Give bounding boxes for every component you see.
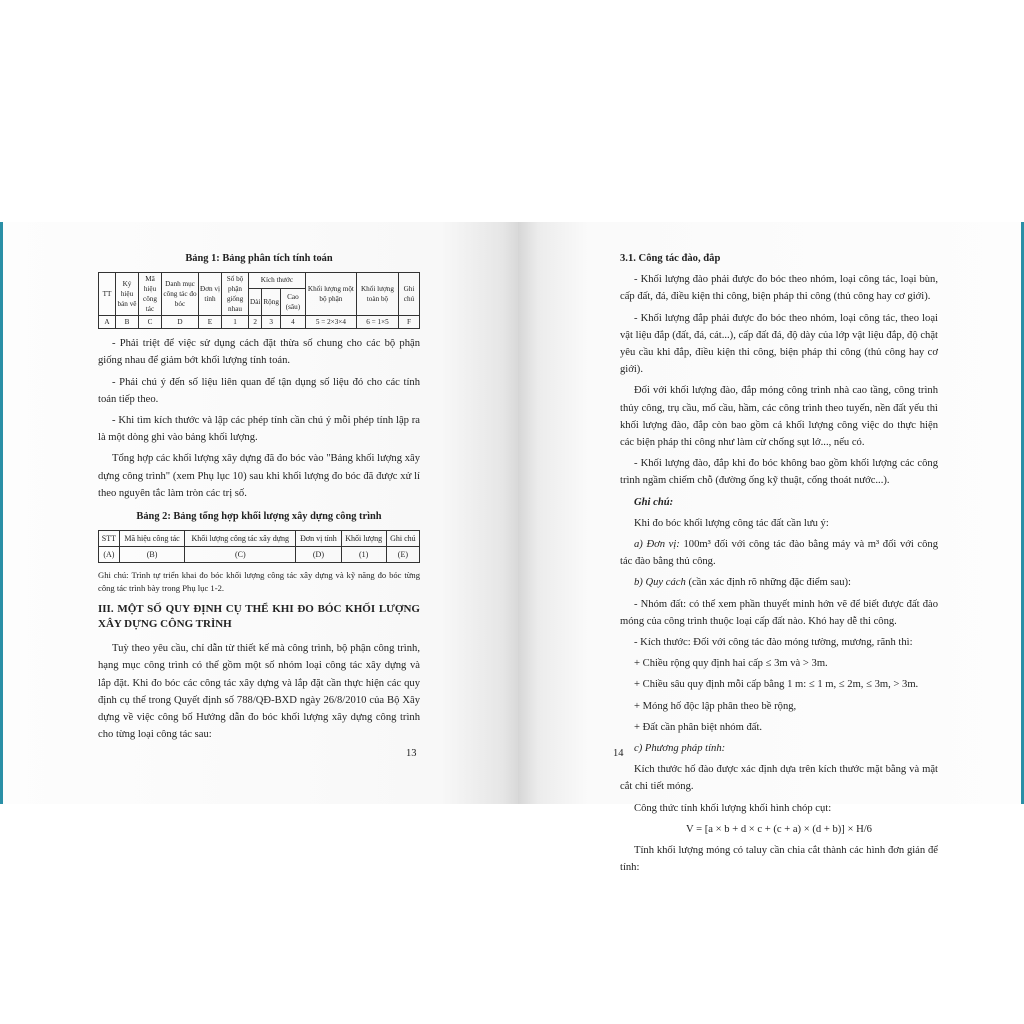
- item-b-label: b) Quy cách: [634, 577, 686, 589]
- table1-header-ky-hieu: Ký hiệu bản vẽ: [116, 273, 139, 316]
- table1-cell: 5 = 2×3×4: [305, 316, 356, 329]
- table2-row: [99, 547, 420, 563]
- table2-header: Khối lượng công tác xây dựng: [185, 531, 296, 547]
- table2-cell: (C): [185, 547, 296, 563]
- table1-header-so-bo-phan: Số bộ phận giống nhau: [222, 273, 249, 316]
- paragraph: Tính khối lượng móng có taluy cần chia cắt thành các hình đơn giản để tính:: [620, 845, 938, 874]
- table2-cell: (A): [99, 547, 120, 563]
- table1-header-ghi-chu: Ghi chú: [399, 273, 420, 316]
- table1-header-ma-hieu: Mã hiệu công tác: [139, 273, 162, 316]
- open-book: [3, 222, 1021, 874]
- paragraph: + Đất cần phân biệt nhóm đất.: [634, 721, 763, 733]
- paragraph: Công thức tính khối lượng khối hình chóp cụt:: [634, 802, 832, 814]
- table1-header-cao: Cao (sâu): [280, 288, 305, 315]
- table1-header-don-vi: Đơn vị tính: [199, 273, 222, 316]
- table1-header-tt: TT: [99, 273, 116, 316]
- table2-header: Mã hiệu công tác: [119, 531, 184, 547]
- item-a: [620, 536, 938, 570]
- table1-cell: F: [399, 316, 420, 329]
- left-page-content: [98, 250, 420, 747]
- table1-header-kl-mot: Khối lượng một bộ phận: [305, 273, 356, 316]
- table1-header-danh-muc: Danh mục công tác đo bóc: [162, 273, 199, 316]
- table2: [98, 530, 420, 563]
- table1-cell: 6 = 1×5: [356, 316, 398, 329]
- note-heading: Ghi chú:: [634, 496, 674, 508]
- table1-header-rong: Rộng: [262, 288, 281, 315]
- subsection-heading: 3.1. Công tác đào, đắp: [620, 253, 721, 264]
- paragraph: - Khi tìm kích thước và lập các phép tính cần chú ý mỗi phép tính lập ra là một dòng ghi vào bảng khối lượng.: [98, 415, 420, 444]
- right-page: [518, 222, 1021, 874]
- table1-cell: C: [139, 316, 162, 329]
- table2-cell: (B): [119, 547, 184, 563]
- item-b-text: (cần xác định rõ những đặc điểm sau):: [688, 577, 851, 589]
- item-a-label: a) Đơn vị:: [634, 539, 680, 551]
- table2-cell: (E): [386, 547, 419, 563]
- table2-header: Ghi chú: [386, 531, 419, 547]
- table2-header: Khối lượng: [341, 531, 386, 547]
- table1-cell: 2: [249, 316, 262, 329]
- page-number: 13: [406, 748, 417, 759]
- item-a-text: 100m³ đối với công tác đào bằng máy và m³ đối với công tác đào bằng thủ công.: [620, 539, 939, 568]
- item-b: [620, 574, 938, 591]
- note: [98, 569, 420, 594]
- paragraph: Tuỳ theo yêu cầu, chỉ dẫn từ thiết kế mà công trình, bộ phận công trình, hạng mục công trình có thể gồm một số nhóm loại công tác xây dựng và lắp đặt. Khi đo bóc các công tác xây dựng và lắp đặt cần thực hiện các quy định cụ thể trong Quyết định số 788/QĐ-BXD ngày 26/8/2010 của Bộ Xây dựng về việc công bố Hướng dẫn đo bóc khối lượng xây dựng công trình cho từng loại công tác sau:: [98, 643, 420, 741]
- paragraph: - Khối lượng đào phải được đo bóc theo nhóm, loại công tác, loại bùn, cấp đất, đá, điều kiện thi công, biện pháp thi công (thủ công hay cơ giới).: [620, 274, 938, 303]
- paragraph: + Móng hố độc lập phân theo bề rộng,: [634, 700, 797, 712]
- item-c-label: c) Phương pháp tính:: [634, 743, 726, 755]
- table1-header-kl-toan: Khối lượng toàn bộ: [356, 273, 398, 316]
- table2-title: Bảng 2: Bảng tổng hợp khối lượng xây dựng công trình: [136, 511, 382, 523]
- left-page: [3, 222, 518, 804]
- paragraph: Kích thước hố đào được xác định dựa trên kích thước mặt bằng và mặt cắt chi tiết móng.: [620, 764, 938, 793]
- right-page-content: [620, 250, 938, 881]
- table1-cell: E: [199, 316, 222, 329]
- table1-title: Bảng 1: Bảng phân tích tính toán: [185, 253, 333, 264]
- table1-cell: 3: [262, 316, 281, 329]
- paragraph: Khi đo bóc khối lượng công tác đất cần lưu ý:: [634, 517, 829, 529]
- paragraph: - Kích thước: Đối với công tác đào móng tường, mương, rãnh thì:: [634, 637, 913, 649]
- paragraph: Đối với khối lượng đào, đắp móng công trình nhà cao tầng, công trình thủy công, trụ cầu, mố cầu, hầm, các công trình theo tuyến, nền đất yếu thì khối lượng đào, đắp còn bao gồm cả khối lượng công việc do thực hiện các biện pháp thi công như làm cừ chống sụt lở..., nếu có.: [620, 385, 938, 449]
- paragraph: - Khối lượng đắp phải được đo bóc theo nhóm, loại công tác, theo loại vật liệu đắp (đất, đá, cát...), cấp đất đá, độ dày của lớp vật liệu đắp, độ chặt yêu cầu khi đắp, điều kiện thi công, biện pháp thi công (thủ công hay cơ giới).: [620, 312, 938, 376]
- table1-cell: A: [99, 316, 116, 329]
- paragraph: - Phải chú ý đến số liệu liên quan để tận dụng số liệu đó cho các tính toán tiếp theo.: [98, 376, 420, 405]
- table1-cell: D: [162, 316, 199, 329]
- paragraph: - Khối lượng đào, đắp khi đo bóc không bao gồm khối lượng các công trình ngầm chiếm chỗ (đường ống kỹ thuật, cống thoát nước...).: [620, 458, 938, 487]
- table1-row: [99, 316, 420, 329]
- paragraph: + Chiều sâu quy định mỗi cấp bằng 1 m: ≤ 1 m, ≤ 2m, ≤ 3m, > 3m.: [634, 679, 919, 691]
- table1-header-kich-thuoc: Kích thước: [249, 273, 306, 289]
- table2-cell: (D): [296, 547, 341, 563]
- page-number: 14: [613, 748, 624, 759]
- note-label: Ghi chú:: [98, 570, 129, 581]
- paragraph: - Nhóm đất: có thể xem phần thuyết minh hớn vẽ để biết được đất đào móng của công trình thuộc loại cấp đất nào. Khó hay dễ thi công.: [620, 598, 938, 627]
- table2-header: STT: [99, 531, 120, 547]
- table2-header: Đơn vị tính: [296, 531, 341, 547]
- paragraph: Tổng hợp các khối lượng xây dựng đã đo bóc vào "Bảng khối lượng xây dựng công trình" (xem Phụ lục 10) sau khi khối lượng đo bóc đã được xử lí theo nguyên tắc làm tròn các trị số.: [98, 453, 420, 499]
- paragraph: + Chiều rộng quy định hai cấp ≤ 3m và > 3m.: [634, 658, 828, 670]
- table1-cell: 4: [280, 316, 305, 329]
- table2-cell: (1): [341, 547, 386, 563]
- table1: [98, 272, 420, 329]
- table1-cell: B: [116, 316, 139, 329]
- note-text: Trình tự triển khai đo bóc khối lượng công tác xây dựng và kỹ năng đo bóc từng công tác trình bày trong Phụ lục 1-2.: [98, 570, 420, 593]
- paragraph: - Phải triệt để việc sử dụng cách đặt thừa số chung cho các bộ phận giống nhau để giảm bớt khối lượng tính toán.: [98, 338, 420, 367]
- table1-header-dai: Dài: [249, 288, 262, 315]
- formula: V = [a × b + d × c + (c + a) × (d + b)] × H/6: [686, 823, 872, 835]
- section-heading: III. MỘT SỐ QUY ĐỊNH CỤ THỂ KHI ĐO BÓC KHỐI LƯỢNG XÂY DỰNG CÔNG TRÌNH: [98, 603, 420, 631]
- table1-cell: 1: [222, 316, 249, 329]
